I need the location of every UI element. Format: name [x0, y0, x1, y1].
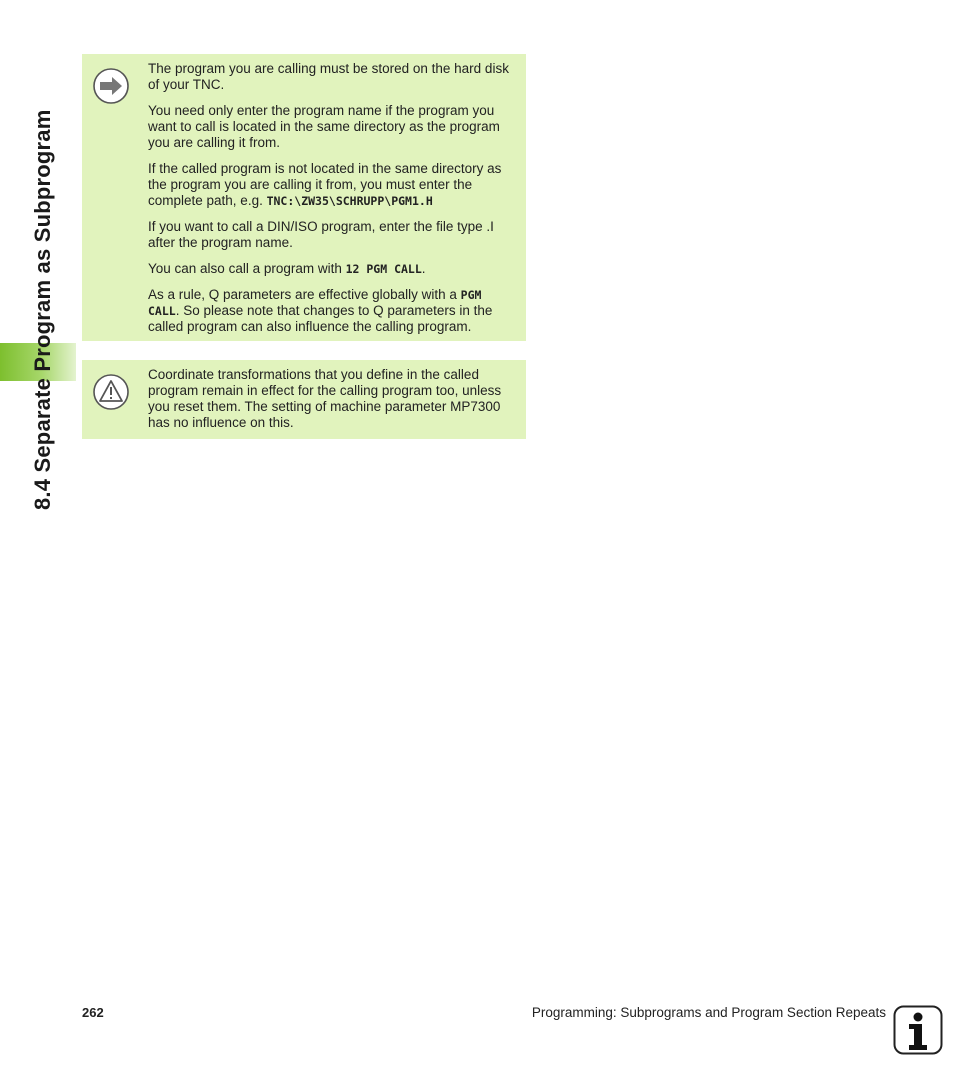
text-run: If the called program is not located in the same directory as the program you are calling it from, you must enter the complete path, e.g. — [148, 161, 502, 208]
text-run: . — [421, 261, 426, 276]
note-paragraph — [148, 287, 516, 335]
note-paragraph — [148, 261, 516, 277]
note-paragraph — [148, 161, 516, 209]
text-run: As a rule, Q parameters are effective globally with a — [148, 287, 461, 302]
info-icon — [893, 1005, 943, 1055]
note-paragraph: Coordinate transformations that you define in the called program remain in effect for the calling program too, unless you reset them. The setting of machine parameter MP7300 has no influence on this. — [148, 367, 502, 430]
text-run: You can also call a program with — [148, 261, 346, 276]
note-text — [148, 61, 516, 345]
text-run: . So please note that changes to Q parameters in the called program can also influence the calling program. — [148, 303, 493, 334]
note-paragraph: You need only enter the program name if the program you want to call is located in the same directory as the program you are calling it from. — [148, 103, 500, 150]
code-command: 12 PGM CALL — [345, 262, 422, 276]
note-box-info — [82, 54, 526, 341]
note-paragraph: If you want to call a DIN/ISO program, enter the file type .I after the program name. — [148, 219, 494, 250]
note-box-warning — [82, 360, 526, 439]
chapter-title: Programming: Subprograms and Program Section Repeats — [531, 1005, 886, 1020]
page-number: 262 — [82, 1005, 104, 1020]
note-text — [148, 367, 516, 441]
code-command: PGM CALL — [148, 288, 482, 318]
code-path: TNC:\ZW35\SCHRUPP\PGM1.H — [266, 194, 433, 208]
arrow-right-icon — [92, 67, 130, 105]
note-paragraph: The program you are calling must be stored on the hard disk of your TNC. — [148, 61, 509, 92]
section-title: 8.4 Separate Program as Subprogram — [30, 109, 55, 510]
warning-icon — [92, 373, 130, 411]
